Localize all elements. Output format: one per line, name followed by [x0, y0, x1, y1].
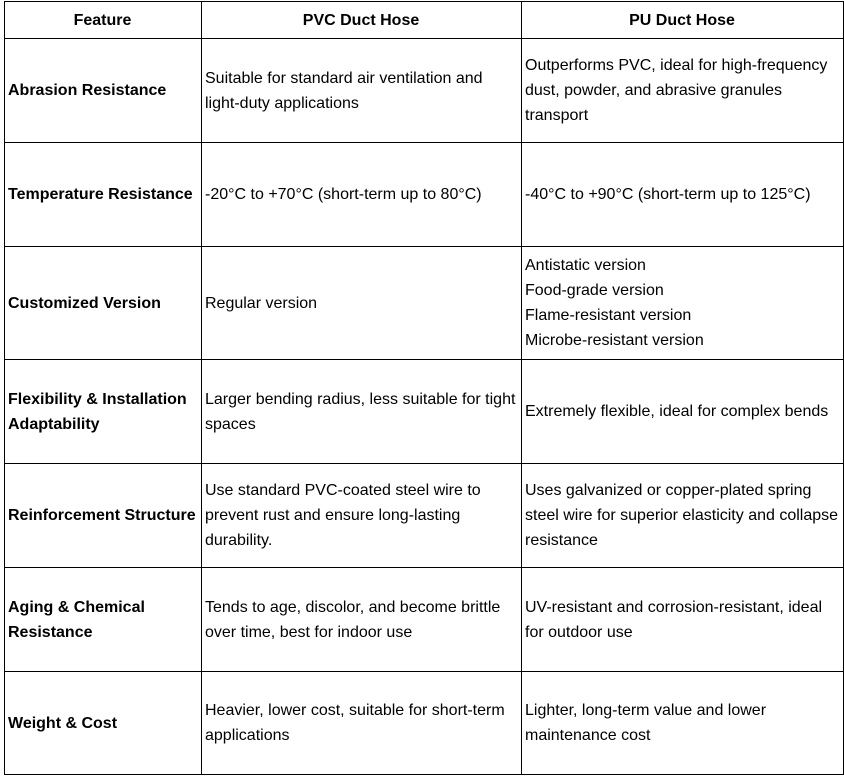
pu-version-line: Antistatic version [525, 257, 646, 274]
row-pu-cell: Extremely flexible, ideal for complex bends [522, 360, 844, 464]
table-row [5, 360, 844, 464]
table-row [5, 568, 844, 672]
row-feature-cell: Abrasion Resistance [5, 39, 202, 143]
pu-version-line: Food-grade version [525, 282, 664, 299]
row-pu-cell: -40°C to +90°C (short-term up to 125°C) [522, 143, 844, 247]
row-pu-cell: UV-resistant and corrosion-resistant, ideal for outdoor use [522, 568, 844, 672]
row-pvc-cell: Larger bending radius, less suitable for tight spaces [202, 360, 522, 464]
row-feature-cell: Customized Version [5, 247, 202, 360]
table-row [5, 464, 844, 568]
row-feature-cell: Temperature Resistance [5, 143, 202, 247]
row-pvc-cell: Heavier, lower cost, suitable for short-term applications [202, 672, 522, 775]
table-row [5, 143, 844, 247]
row-pvc-cell: Suitable for standard air ventilation and light-duty applications [202, 39, 522, 143]
row-pvc-cell: Regular version [202, 247, 522, 360]
header-feature: Feature [5, 2, 202, 39]
pu-version-line: Microbe-resistant version [525, 332, 704, 349]
comparison-table [4, 1, 844, 775]
row-pu-cell: Uses galvanized or copper-plated spring steel wire for superior elasticity and collapse resistance [522, 464, 844, 568]
table-row [5, 247, 844, 360]
row-pu-cell [522, 247, 844, 360]
row-pu-cell: Outperforms PVC, ideal for high-frequency dust, powder, and abrasive granules transport [522, 39, 844, 143]
row-pvc-cell: Tends to age, discolor, and become brittle over time, best for indoor use [202, 568, 522, 672]
row-feature-cell: Aging & Chemical Resistance [5, 568, 202, 672]
row-feature-cell: Flexibility & Installation Adaptability [5, 360, 202, 464]
pu-version-line: Flame-resistant version [525, 307, 692, 324]
row-feature-cell: Reinforcement Structure [5, 464, 202, 568]
header-pu-duct-hose: PU Duct Hose [522, 2, 844, 39]
row-pvc-cell: -20°C to +70°C (short-term up to 80°C) [202, 143, 522, 247]
table-row [5, 39, 844, 143]
header-pvc-duct-hose: PVC Duct Hose [202, 2, 522, 39]
table-row [5, 672, 844, 775]
row-pvc-cell: Use standard PVC-coated steel wire to prevent rust and ensure long-lasting durability. [202, 464, 522, 568]
row-pu-cell: Lighter, long-term value and lower maintenance cost [522, 672, 844, 775]
header-row [5, 2, 844, 39]
row-feature-cell: Weight & Cost [5, 672, 202, 775]
